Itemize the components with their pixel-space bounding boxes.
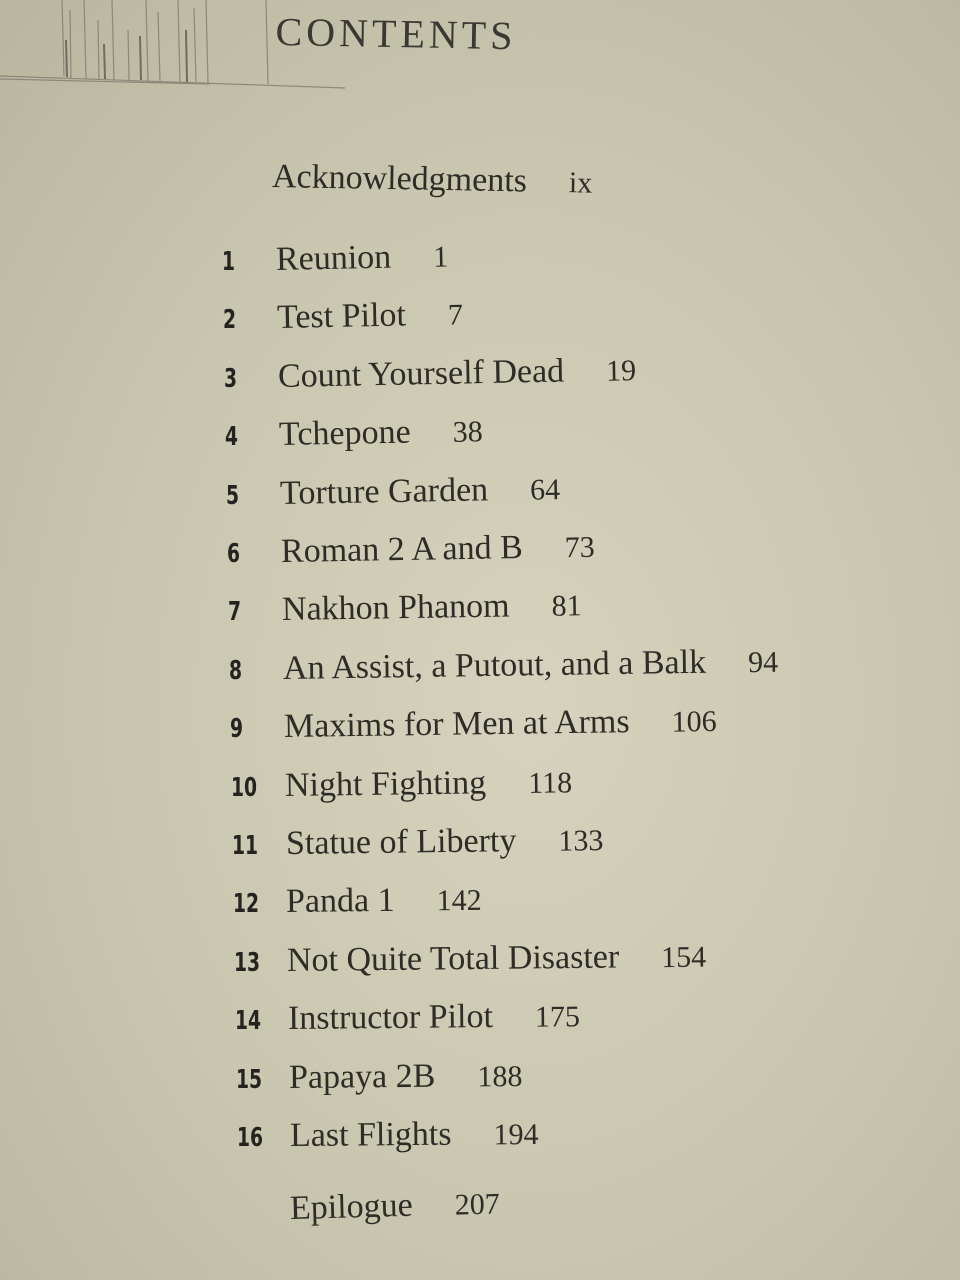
toc-entry-chapter <box>283 702 716 746</box>
entry-title: Tchepone <box>278 413 411 454</box>
toc-entry-chapter <box>290 1115 539 1155</box>
toc-entry-epilogue <box>290 1185 501 1228</box>
entry-title: Reunion <box>275 238 392 278</box>
toc-entry-chapter <box>285 821 603 863</box>
toc-entry-chapter <box>287 937 707 979</box>
chapter-number: 9 <box>230 714 244 745</box>
entry-title: Nakhon Phanom <box>281 587 510 629</box>
toc-entry-chapter <box>277 296 464 338</box>
chapter-number: 15 <box>236 1064 263 1095</box>
entry-page-number: 1 <box>432 240 449 274</box>
entry-title: Test Pilot <box>276 296 407 337</box>
entry-page-number: 133 <box>557 824 604 858</box>
entry-page-number: 207 <box>454 1187 501 1222</box>
entry-page-number: 175 <box>535 1000 581 1034</box>
entry-page-number: 106 <box>670 705 717 739</box>
entry-title: Statue of Liberty <box>285 822 517 862</box>
entry-title: Roman 2 A and B <box>280 528 523 570</box>
entry-page-number: 19 <box>605 353 637 388</box>
toc-entry-chapter <box>284 763 572 805</box>
entry-title: An Assist, a Putout, and a Balk <box>282 643 706 687</box>
chapter-number: 4 <box>225 422 239 453</box>
chapter-number: 3 <box>224 363 238 394</box>
toc-entry-acknowledgments <box>272 158 593 202</box>
entry-title: Papaya 2B <box>289 1057 436 1096</box>
entry-page-number: 188 <box>477 1059 523 1093</box>
entry-page-number: ix <box>568 166 593 200</box>
toc-entry-chapter <box>280 528 594 571</box>
entry-page-number: 142 <box>436 884 483 918</box>
entry-title: Torture Garden <box>279 470 489 512</box>
chapter-number: 14 <box>235 1006 262 1037</box>
entry-page-number: 81 <box>550 589 582 624</box>
toc-entry-chapter <box>282 642 778 687</box>
entry-title: Instructor Pilot <box>288 998 494 1038</box>
entry-title: Panda 1 <box>286 882 396 921</box>
entry-page-number: 154 <box>661 940 707 974</box>
chapter-number: 2 <box>223 305 237 336</box>
chapter-number: 16 <box>237 1123 264 1153</box>
chapter-number: 12 <box>233 889 260 920</box>
chapter-number: 8 <box>229 655 243 686</box>
toc-entry-chapter <box>281 587 581 630</box>
chapter-number: 7 <box>228 597 242 628</box>
entry-page-number: 94 <box>747 645 778 679</box>
toc-entry-chapter <box>278 351 637 396</box>
toc-entry-chapter <box>276 237 449 279</box>
toc-entry-chapter <box>288 997 580 1038</box>
entry-page-number: 194 <box>493 1118 539 1152</box>
chapter-number: 6 <box>227 539 241 569</box>
toc-entry-chapter <box>278 412 482 454</box>
entry-page-number: 38 <box>452 415 483 450</box>
entry-title: Epilogue <box>289 1186 414 1227</box>
entry-title: Count Yourself Dead <box>277 352 565 395</box>
entry-title: Not Quite Total Disaster <box>287 938 620 979</box>
entry-title: Night Fighting <box>284 763 486 804</box>
entry-title: Maxims for Men at Arms <box>283 703 630 746</box>
entry-page-number: 7 <box>447 298 464 332</box>
chapter-number: 13 <box>234 947 261 978</box>
chapter-number: 10 <box>231 772 258 803</box>
entry-title: Acknowledgments <box>271 158 528 200</box>
chapter-number: 1 <box>222 247 236 277</box>
toc-entry-chapter <box>279 470 560 513</box>
entry-page-number: 118 <box>527 765 572 800</box>
chapter-number: 5 <box>226 480 240 511</box>
chapter-number: 11 <box>232 831 259 861</box>
page-title: CONTENTS <box>275 8 517 59</box>
entry-page-number: 73 <box>564 530 595 565</box>
toc-entry-chapter <box>289 1057 523 1097</box>
entry-page-number: 64 <box>529 472 561 507</box>
entry-title: Last Flights <box>290 1115 452 1154</box>
toc-entry-chapter <box>286 881 482 921</box>
